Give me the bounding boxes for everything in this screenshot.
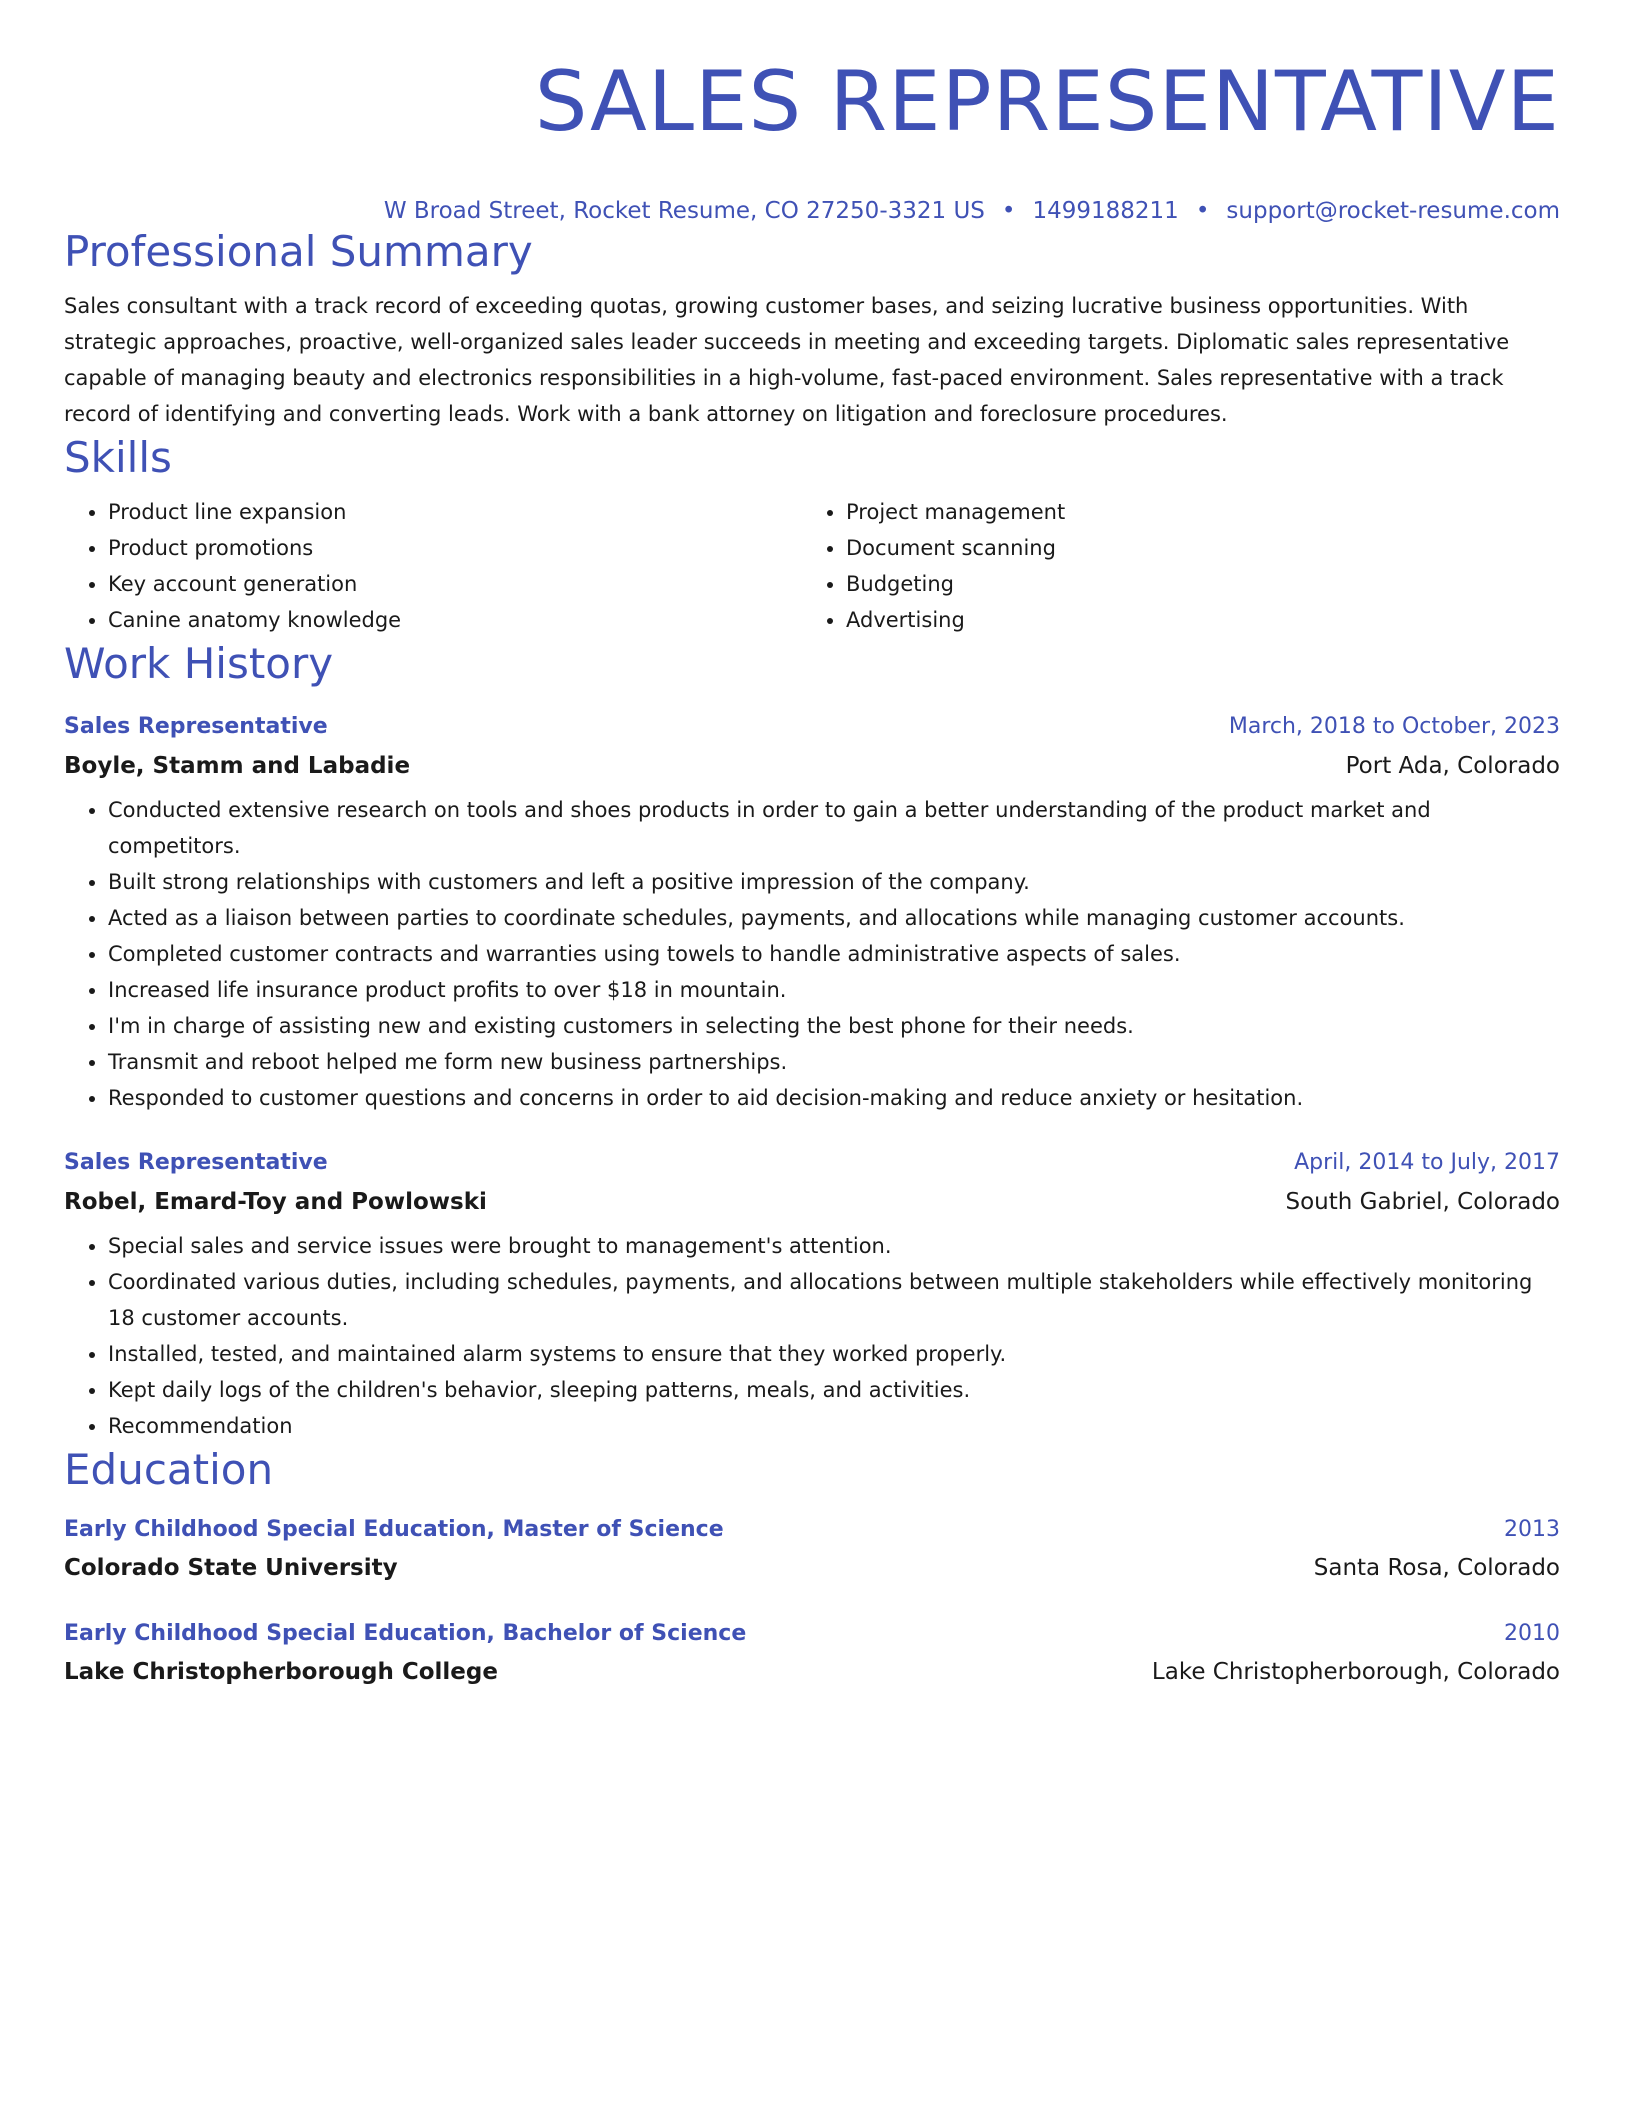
- job-location: Port Ada, Colorado: [1345, 753, 1560, 779]
- skill-item: • Product line expansion: [108, 494, 802, 530]
- skill-item: • Product promotions: [108, 530, 802, 566]
- skill-item: • Key account generation: [108, 566, 802, 602]
- job-bullets: [64, 1228, 1560, 1444]
- skill-item: • Project management: [846, 494, 1540, 530]
- job-bullet: • Conducted extensive research on tools and shoes products in order to gain a better understanding of the product market and competitors.: [108, 792, 1560, 864]
- skills-list: [64, 494, 1560, 638]
- education-degree: Early Childhood Special Education, Master of Science: [64, 1517, 724, 1542]
- education-school: Colorado State University: [64, 1555, 398, 1581]
- job-entry: [64, 708, 1560, 1116]
- job-bullet: • Installed, tested, and maintained alarm systems to ensure that they worked properly.: [108, 1336, 1560, 1372]
- summary-heading: Professional Summary: [64, 227, 533, 276]
- skill-item: • Budgeting: [846, 566, 1540, 602]
- job-bullet: • Kept daily logs of the children's behavior, sleeping patterns, meals, and activities.: [108, 1372, 1560, 1408]
- skill-item: • Advertising: [846, 602, 1540, 638]
- job-bullet: • Acted as a liaison between parties to coordinate schedules, payments, and allocations while managing customer accounts.: [108, 900, 1560, 936]
- summary-text: Sales consultant with a track record of exceeding quotas, growing customer bases, and seizing lucrative business opportunities. With strategic approaches, proactive, well-organized sales leader succeeds in meeting and exceeding targets. Diplomatic sales representative capable of managing beauty and electronics responsibilities in a high-volume, fast-paced environment. Sales representative with a track record of identifying and converting leads. Work with a bank attorney on litigation and foreclosure procedures.: [64, 294, 1510, 426]
- education-year: 2013: [1504, 1517, 1560, 1542]
- job-company-row: [64, 746, 1560, 786]
- skill-item: • Canine anatomy knowledge: [108, 602, 802, 638]
- skill-item: • Document scanning: [846, 530, 1540, 566]
- job-bullet: • Completed customer contracts and warranties using towels to handle administrative aspects of sales.: [108, 936, 1560, 972]
- education-degree: Early Childhood Special Education, Bachelor of Science: [64, 1621, 747, 1646]
- job-bullet: • Special sales and service issues were brought to management's attention.: [108, 1228, 1560, 1264]
- job-title: Sales Representative: [64, 714, 328, 739]
- skills-column-right: [802, 494, 1540, 638]
- job-entry: [64, 1144, 1560, 1444]
- resume-page: [64, 0, 1560, 1692]
- education-location: Lake Christopherborough, Colorado: [1151, 1659, 1560, 1685]
- education-location: Santa Rosa, Colorado: [1313, 1555, 1560, 1581]
- contact-line: [64, 196, 1560, 226]
- contact-address: W Broad Street, Rocket Resume, CO 27250-3321 US: [383, 198, 985, 224]
- skills-heading: Skills: [64, 433, 172, 482]
- contact-email: support@rocket-resume.com: [1226, 198, 1560, 224]
- job-header: [64, 708, 1560, 746]
- job-bullet: • Built strong relationships with customers and left a positive impression of the company.: [108, 864, 1560, 900]
- job-dates: March, 2018 to October, 2023: [1228, 714, 1560, 739]
- job-bullets: [64, 792, 1560, 1116]
- job-title: Sales Representative: [64, 1150, 328, 1175]
- job-dates: April, 2014 to July, 2017: [1294, 1150, 1560, 1175]
- education-school-row: [64, 1652, 1560, 1692]
- separator-dot: •: [1195, 198, 1210, 224]
- job-bullet: • Increased life insurance product profits to over $18 in mountain.: [108, 972, 1560, 1008]
- job-company: Robel, Emard-Toy and Powlowski: [64, 1189, 487, 1215]
- education-school: Lake Christopherborough College: [64, 1659, 498, 1685]
- job-company-row: [64, 1182, 1560, 1222]
- job-bullet: • Responded to customer questions and concerns in order to aid decision-making and reduce anxiety or hesitation.: [108, 1080, 1560, 1116]
- separator-dot: •: [1001, 198, 1016, 224]
- job-bullet: • I'm in charge of assisting new and existing customers in selecting the best phone for their needs.: [108, 1008, 1560, 1044]
- work-history-heading: Work History: [64, 639, 334, 688]
- job-bullet: • Transmit and reboot helped me form new business partnerships.: [108, 1044, 1560, 1080]
- contact-phone: 1499188211: [1032, 198, 1179, 224]
- education-header: [64, 1512, 1560, 1548]
- resume-title: SALES REPRESENTATIVE: [534, 53, 1560, 150]
- education-year: 2010: [1504, 1621, 1560, 1646]
- education-header: [64, 1616, 1560, 1652]
- job-header: [64, 1144, 1560, 1182]
- education-entry: [64, 1512, 1560, 1588]
- job-bullet: • Recommendation: [108, 1408, 1560, 1444]
- education-entry: [64, 1616, 1560, 1692]
- education-school-row: [64, 1548, 1560, 1588]
- job-company: Boyle, Stamm and Labadie: [64, 753, 411, 779]
- education-heading: Education: [64, 1445, 274, 1494]
- skills-column-left: [64, 494, 802, 638]
- job-bullet: • Coordinated various duties, including schedules, payments, and allocations between multiple stakeholders while effectively monitoring 18 customer accounts.: [108, 1264, 1560, 1336]
- job-location: South Gabriel, Colorado: [1285, 1189, 1560, 1215]
